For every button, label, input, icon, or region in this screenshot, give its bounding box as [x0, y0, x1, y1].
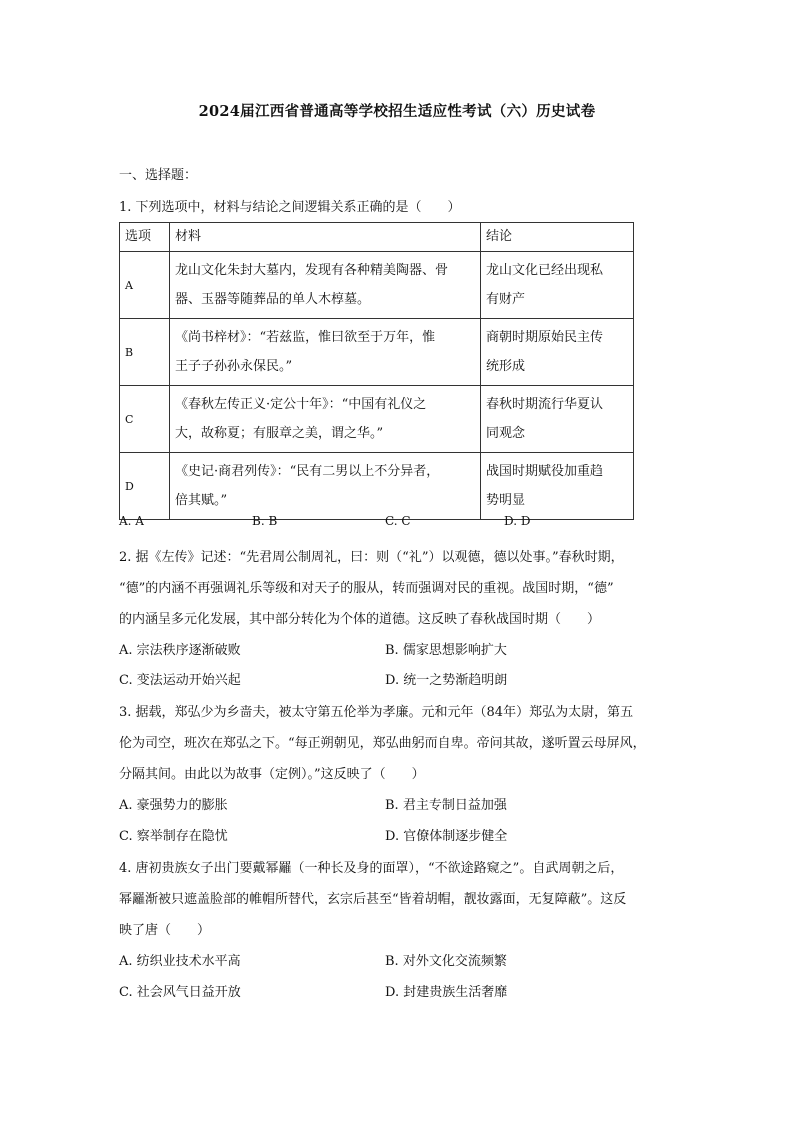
table-row — [120, 386, 634, 453]
row-material: 龙山文化朱封大墓内，发现有各种精美陶器、骨 器、玉器等随葬品的单人木椁墓。 — [170, 252, 481, 319]
question-2-line: 2. 据《左传》记述：“先君周公制周礼，曰：则（“礼”）以观德，德以处事。”春秋时期， — [119, 550, 624, 565]
page-title: 2024届江西省普通高等学校招生适应性考试（六）历史试卷 — [198, 103, 596, 120]
question-4-line: 幂䍦渐被只遮盖脸部的帷帽所替代，玄宗后甚至“皆着胡帽，靓妆露面，无复障蔽”。这反 — [119, 892, 627, 907]
choice-b: B. 君主专制日益加强 — [385, 798, 507, 813]
choice-d: D. 统一之势渐趋明朗 — [385, 673, 508, 688]
question-1-stem: 1. 下列选项中，材料与结论之间逻辑关系正确的是（ ） — [119, 200, 461, 215]
choice-a: A. 纺织业技术水平高 — [119, 954, 241, 969]
row-conclusion: 龙山文化已经出现私 有财产 — [481, 252, 634, 319]
question-2-line: “德”的内涵不再强调礼乐等级和对天子的服从，转而强调对民的重视。战国时期，“德” — [119, 581, 614, 596]
table-header-conclusion: 结论 — [481, 223, 634, 252]
question-3-line: 3. 据载，郑弘少为乡啬夫，被太守第五伦举为孝廉。元和元年（84年）郑弘为太尉，第五 — [119, 705, 634, 720]
row-option: C — [120, 386, 170, 453]
choice-d: D. 封建贵族生活奢靡 — [385, 985, 508, 1000]
row-conclusion: 商朝时期原始民主传 统形成 — [481, 319, 634, 386]
row-material: 《春秋左传正义·定公十年》：“中国有礼仪之 大，故称夏；有服章之美，谓之华。” — [170, 386, 481, 453]
choice-c: C. 社会风气日益开放 — [119, 985, 241, 1000]
choice-b: B. B — [252, 514, 278, 528]
choice-a: A. A — [119, 514, 144, 528]
question-1-table — [119, 222, 634, 520]
row-material: 《史记·商君列传》：“民有二男以上不分异者， 倍其赋。” — [170, 453, 481, 520]
choice-c: C. 察举制存在隐忧 — [119, 829, 228, 844]
row-option: B — [120, 319, 170, 386]
choice-c: C. 变法运动开始兴起 — [119, 673, 241, 688]
question-3-line: 伦为司空，班次在郑弘之下。“每正朔朝见，郑弘曲躬而自卑。帝问其故，遂听置云母屏风， — [119, 736, 646, 751]
choice-b: B. 对外文化交流频繁 — [385, 954, 507, 969]
table-row — [120, 252, 634, 319]
table-header-option: 选项 — [120, 223, 170, 252]
choice-d: D. D — [504, 514, 531, 528]
choice-d: D. 官僚体制逐步健全 — [385, 829, 508, 844]
row-conclusion: 战国时期赋役加重趋 势明显 — [481, 453, 634, 520]
question-4-line: 映了唐（ ） — [119, 923, 211, 938]
question-4-line: 4. 唐初贵族女子出门要戴幂䍦（一种长及身的面罩），“不欲途路窥之”。自武周朝之后， — [119, 861, 624, 876]
row-material: 《尚书梓材》：“若兹监，惟曰欲至于万年，惟 王子子孙孙永保民。” — [170, 319, 481, 386]
question-2-line: 的内涵呈多元化发展，其中部分转化为个体的道德。这反映了春秋战国时期（ ） — [119, 612, 601, 627]
question-3-line: 分隔其间。由此以为故事（定例）。”这反映了（ ） — [119, 767, 425, 782]
table-header-row — [120, 223, 634, 252]
row-conclusion: 春秋时期流行华夏认 同观念 — [481, 386, 634, 453]
row-option: D — [120, 453, 170, 520]
table-header-material: 材料 — [170, 223, 481, 252]
table-row — [120, 319, 634, 386]
row-option: A — [120, 252, 170, 319]
choice-a: A. 豪强势力的膨胀 — [119, 798, 228, 813]
section-heading: 一、选择题： — [119, 168, 198, 183]
choice-a: A. 宗法秩序逐渐破败 — [119, 643, 241, 658]
choice-c: C. C — [385, 514, 411, 528]
choice-b: B. 儒家思想影响扩大 — [385, 643, 507, 658]
table-row — [120, 453, 634, 520]
